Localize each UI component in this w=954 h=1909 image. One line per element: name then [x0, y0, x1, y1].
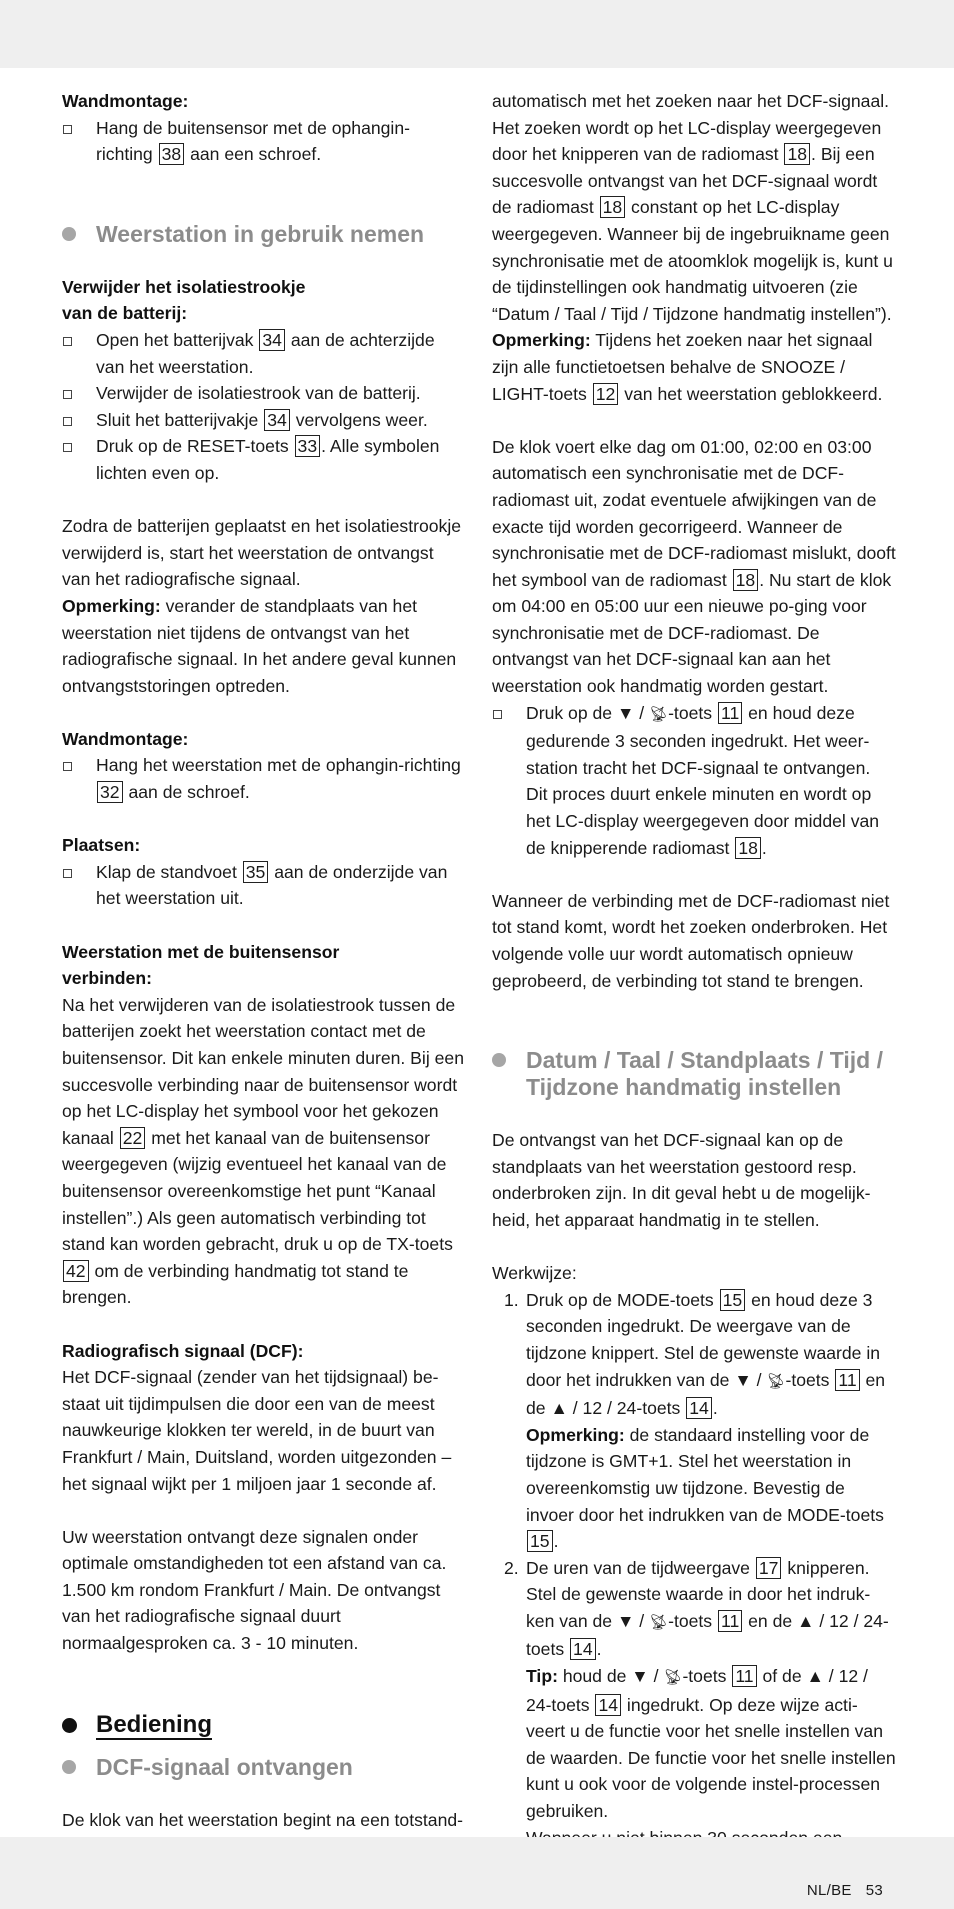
manual-sync-list	[492, 700, 896, 862]
ref-number: 11	[718, 702, 742, 724]
remove-strip-heading: Verwijder het isolatiestrookje van de batterij:	[62, 276, 306, 324]
list-item: Hang het weerstation met de ophangin-richting 32 aan de schroef.	[62, 752, 466, 805]
note-location: Opmerking: verander de standplaats van het weerstation niet tijdens de ontvangst van het radiografische signaal. In het andere geval kunnen ontvangststoringen optreden.	[62, 595, 457, 696]
ref-number: 34	[259, 329, 285, 351]
placing-list	[62, 859, 466, 912]
section-title-operation: Bediening	[62, 1710, 466, 1740]
ref-number: 42	[63, 1260, 89, 1282]
paragraph-dcf-search: automatisch met het zoeken naar het DCF-signaal. Het zoeken wordt op het LC-display weergegeven door het knipperen van de radiomast 18 . Bij een succesvolle ontvangst van het DCF-signaal wordt de radiomast 18 constant op het LC-display weergegeven. Wanneer bij de ingebruikname geen synchronisatie met de atoomklok mogelijk is, kunt u de tijdinstellingen ook handmatig uitvoeren (zie “Datum / Taal / Tijd / Tijdzone handmatig instellen”). Opmerking: Tijdens het zoeken naar het signaal zijn alle functietoetsen behalve de SNOOZE / LIGHT-toets 12 van het weerstation geblokkeerd.	[492, 91, 893, 404]
ref-number: 32	[97, 781, 123, 803]
ref-number: 35	[243, 861, 269, 883]
ref-number: 33	[295, 435, 321, 457]
ref-number: 14	[570, 1638, 596, 1660]
ref-number: 15	[527, 1530, 553, 1552]
section-title-dcf-receive: DCF-signaal ontvangen	[62, 1754, 466, 1781]
left-column	[62, 88, 466, 1860]
ref-number: 18	[784, 143, 810, 165]
wall-mount-sensor-heading: Wandmontage:	[62, 91, 189, 111]
list-item: 1. Druk op de MODE-toets 15 en houd deze 3 seconden ingedrukt. De weergave van de tijdzone knippert. Stel de gewenste waarde in door het indrukken van de ▼ / 📡︎-toets 11 en de ▲ / 12 / 24-toets 14 . Opmerking: de standaard instelling voor de tijdzone is GMT+1. Stel het weerstation in overeenkomstig uw tijdzone. Bevestig de invoer door het indrukken van de MODE-toets 15 .	[504, 1289, 886, 1552]
paragraph-retry: Wanneer de verbinding met de DCF-radiomast niet tot stand komt, wordt het zoeken onderbroken. Het volgende volle uur wordt automatisch opnieuw geprobeerd, de verbinding tot stand te brengen.	[492, 890, 890, 991]
paragraph-daily-sync: De klok voert elke dag om 01:00, 02:00 en 03:00 automatisch een synchronisatie met de DCF-radiomast uit, zodat eventuele afwijkingen van de exacte tijd worden gecorrigeerd. Wanneer de synchronisatie met de DCF-radiomast mislukt, dooft het symbool van de radiomast 18 . Nu start de klok om 04:00 en 05:00 uur een nieuwe po-ging voor synchronisatie met de DCF-radiomast. De ontvangst van het DCF-signaal kan aan het weerstation ook handmatig worden gestart.	[492, 436, 896, 697]
antenna-icon: 📡︎	[649, 1613, 669, 1631]
antenna-icon: 📡︎	[649, 705, 669, 723]
list-item: Hang de buitensensor met de ophangin-richting 38 aan een schroef.	[62, 115, 466, 168]
placing-heading: Plaatsen:	[62, 835, 141, 856]
list-item: Druk op de ▼ / 📡︎-toets 11 en houd deze gedurende 3 seconden ingedrukt. Het weer-station tracht het DCF-signaal te ontvangen. Dit proces duurt enkele minuten en wordt op het LC-display weergegeven door middel van de knipperende radiomast 18 .	[492, 700, 896, 862]
remove-strip-list	[62, 327, 466, 487]
ref-number: 18	[600, 196, 626, 218]
list-item: Verwijder de isolatiestrook van de batterij.	[62, 380, 466, 407]
ref-number: 18	[735, 837, 761, 859]
wall-mount-sensor-list	[62, 115, 466, 168]
dcf-heading: Radiografisch signaal (DCF):	[62, 1340, 304, 1361]
ref-number: 22	[120, 1127, 146, 1149]
paragraph-battery-start: Zodra de batterijen geplaatst en het isolatiestrookje verwijderd is, start het weerstation de ontvangst van het radiografische signaal.	[62, 516, 462, 590]
section-title-start-use: Weerstation in gebruik nemen	[62, 221, 466, 248]
ref-number: 38	[159, 143, 185, 165]
wall-mount-station-list	[62, 752, 466, 805]
antenna-icon: 📡︎	[663, 1669, 683, 1687]
ref-number: 11	[718, 1610, 742, 1632]
page-footer	[807, 1882, 883, 1899]
ref-number: 14	[595, 1694, 621, 1716]
page-header-band	[0, 0, 954, 68]
list-item: Klap de standvoet 35 aan de onderzijde van het weerstation uit.	[62, 859, 466, 912]
list-item: Druk op de RESET-toets 33 . Alle symbolen lichten even op.	[62, 433, 466, 486]
paragraph-manual-intro: De ontvangst van het DCF-signaal kan op de standplaats van het weerstation gestoord resp. onderbroken zijn. In dit geval hebt u de mogelijk-heid, het apparaat handmatig in te stellen.	[492, 1130, 871, 1230]
page-number: 53	[865, 1882, 883, 1899]
ref-number: 34	[264, 409, 290, 431]
ref-number: 15	[720, 1289, 746, 1311]
ref-number: 18	[733, 569, 759, 591]
procedure-label: Werkwijze:	[492, 1263, 577, 1284]
paragraph-clock-start: De klok van het weerstation begint na een totstand-	[62, 1809, 463, 1830]
ref-number: 11	[835, 1369, 859, 1391]
procedure-steps	[492, 1287, 896, 1851]
paragraph-connect: Na het verwijderen van de isolatiestrook tussen de batterijen zoekt het weerstation contact met de buitensensor. Dit kan enkele minuten duren. Bij een succesvolle verbinding naar de buitensensor wordt op het LC-display het symbool voor het gekozen kanaal 22 met het kanaal van de buitensensor weergegeven (wijzig eventueel het kanaal van de buitensensor overeenkomstige het punt “Kanaal instellen”.) Als geen automatisch verbinding tot stand kan worden gebracht, druk u op de TX-toets 42 om de verbinding handmatig tot stand te brengen.	[62, 994, 464, 1308]
right-column	[492, 88, 896, 1851]
list-item: Sluit het batterijvakje 34 vervolgens weer.	[62, 407, 466, 434]
wall-mount-station-heading: Wandmontage:	[62, 728, 189, 749]
connect-sensor-heading: Weerstation met de buitensensor verbinden:	[62, 941, 340, 989]
list-item: Open het batterijvak 34 aan de achterzijde van het weerstation.	[62, 327, 466, 380]
paragraph-range: Uw weerstation ontvangt deze signalen onder optimale omstandigheden tot een afstand van ca. 1.500 km rondom Frankfurt / Main. De ontvangst van het radiografische signaal duurt normaalgesproken ca. 3 - 10 minuten.	[62, 1526, 447, 1654]
footer-language: NL/BE	[806, 1882, 852, 1899]
section-title-manual-settings: Datum / Taal / Standplaats / Tijd / Tijdzone handmatig instellen	[492, 1047, 896, 1101]
list-item: 2. De uren van de tijdweergave 17 knipperen. Stel de gewenste waarde in door het indruk-ken van de ▼ / 📡︎-toets 11 en de ▲ / 12 / 24-toets 14 . Tip: houd de ▼ / 📡︎-toets 11 of de ▲ / 12 / 24-toets 14 ingedrukt. Op deze wijze acti-veert u de functie voor het snelle instellen van de waarden. De functie voor het snelle instellen kunt u ook voor de volgende instel-processen gebruiken.	[504, 1557, 896, 1822]
ref-number: 17	[756, 1557, 782, 1579]
paragraph-dcf: Het DCF-signaal (zender van het tijdsignaal) be-staat uit tijdimpulsen die door een van de meest nauwkeurige klokken ter wereld, in de buurt van Frankfurt / Main, Duitsland, worden uitgezonden – het signaal wijkt per 1 miljoen jaar 1 seconde af.	[62, 1367, 452, 1494]
ref-number: 14	[686, 1397, 712, 1419]
ref-number: 11	[732, 1665, 756, 1687]
ref-number: 12	[593, 383, 619, 405]
antenna-icon: 📡︎	[766, 1372, 786, 1390]
